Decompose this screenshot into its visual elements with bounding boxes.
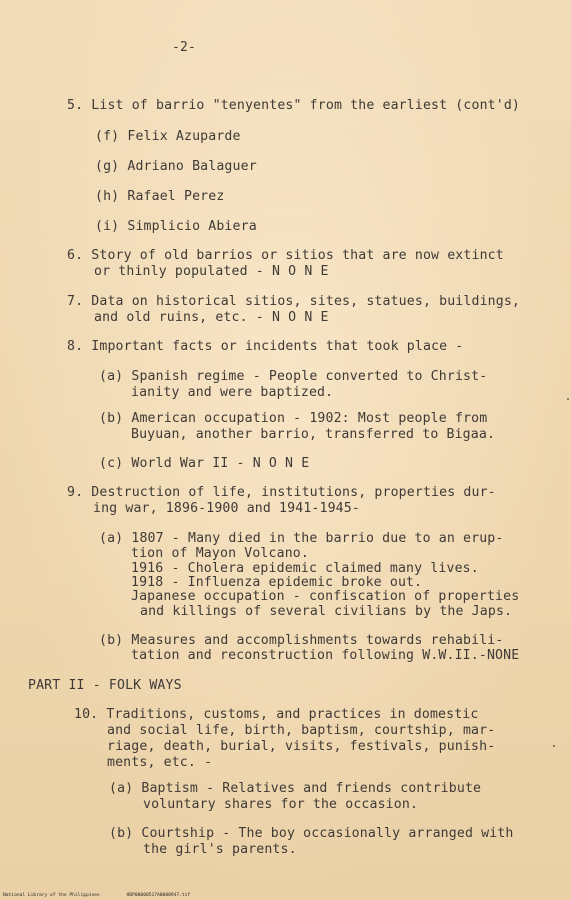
text-line: (g) Adriano Balaguer: [95, 159, 257, 174]
text-line: (a) Baptism - Relatives and friends contribute: [109, 781, 482, 796]
text-line: (i) Simplicio Abiera: [95, 219, 257, 234]
text-line: and old ruins, etc. - N O N E: [94, 310, 329, 325]
text-line: voluntary shares for the occasion.: [143, 797, 419, 812]
text-line: ments, etc. -: [107, 755, 213, 770]
text-line: 1918 - Influenza epidemic broke out.: [131, 575, 423, 590]
text-line: (c) World War II - N O N E: [99, 456, 310, 471]
text-line: and social life, birth, baptism, courtship, mar-: [107, 723, 496, 738]
text-line: tation and reconstruction following W.W.II.-NONE: [131, 648, 520, 663]
text-line: 5. List of barrio "tenyentes" from the earliest (cont'd): [67, 98, 521, 113]
text-line: ing war, 1896-1900 and 1941-1945-: [93, 501, 360, 516]
text-line: (b) Measures and accomplishments towards rehabili-: [99, 633, 504, 648]
text-line: (h) Rafael Perez: [95, 189, 225, 204]
text-line: 6. Story of old barrios or sitios that are now extinct: [67, 248, 504, 263]
text-line: Japanese occupation - confiscation of properties: [131, 589, 520, 604]
text-line: the girl's parents.: [143, 842, 297, 857]
text-line: (a) Spanish regime - People converted to Christ-: [99, 369, 488, 384]
text-line: 8. Important facts or incidents that took place -: [67, 339, 464, 354]
text-line: 1916 - Cholera epidemic claimed many lives.: [131, 561, 479, 576]
text-line: 9. Destruction of life, institutions, properties dur-: [67, 485, 496, 500]
text-line: ianity and were baptized.: [131, 385, 334, 400]
text-line: 7. Data on historical sitios, sites, statues, buildings,: [67, 294, 521, 309]
text-line: riage, death, burial, visits, festivals, punish-: [107, 739, 496, 754]
text-line: (f) Felix Azuparde: [95, 129, 241, 144]
footer-file: HDP00000517A0000947.tif: [126, 893, 191, 898]
margin-dot: [553, 745, 555, 747]
text-line: (b) American occupation - 1902: Most people from: [99, 411, 488, 426]
section-heading: PART II - FOLK WAYS: [28, 678, 182, 693]
scan-footer: [3, 893, 214, 898]
text-line: Buyuan, another barrio, transferred to Bigaa.: [131, 427, 496, 442]
text-line: 10. Traditions, customs, and practices in domestic: [74, 707, 479, 722]
text-line: tion of Mayon Volcano.: [131, 546, 309, 561]
margin-dot: [567, 398, 569, 400]
text-line: (b) Courtship - The boy occasionally arranged with: [109, 826, 514, 841]
footer-library: National Library of the Philippines: [3, 893, 100, 898]
text-line: or thinly populated - N O N E: [94, 264, 329, 279]
page-number: -2-: [172, 40, 196, 55]
text-line: and killings of several civilians by the Japs.: [140, 604, 513, 619]
text-line: (a) 1807 - Many died in the barrio due to an erup-: [99, 531, 504, 546]
